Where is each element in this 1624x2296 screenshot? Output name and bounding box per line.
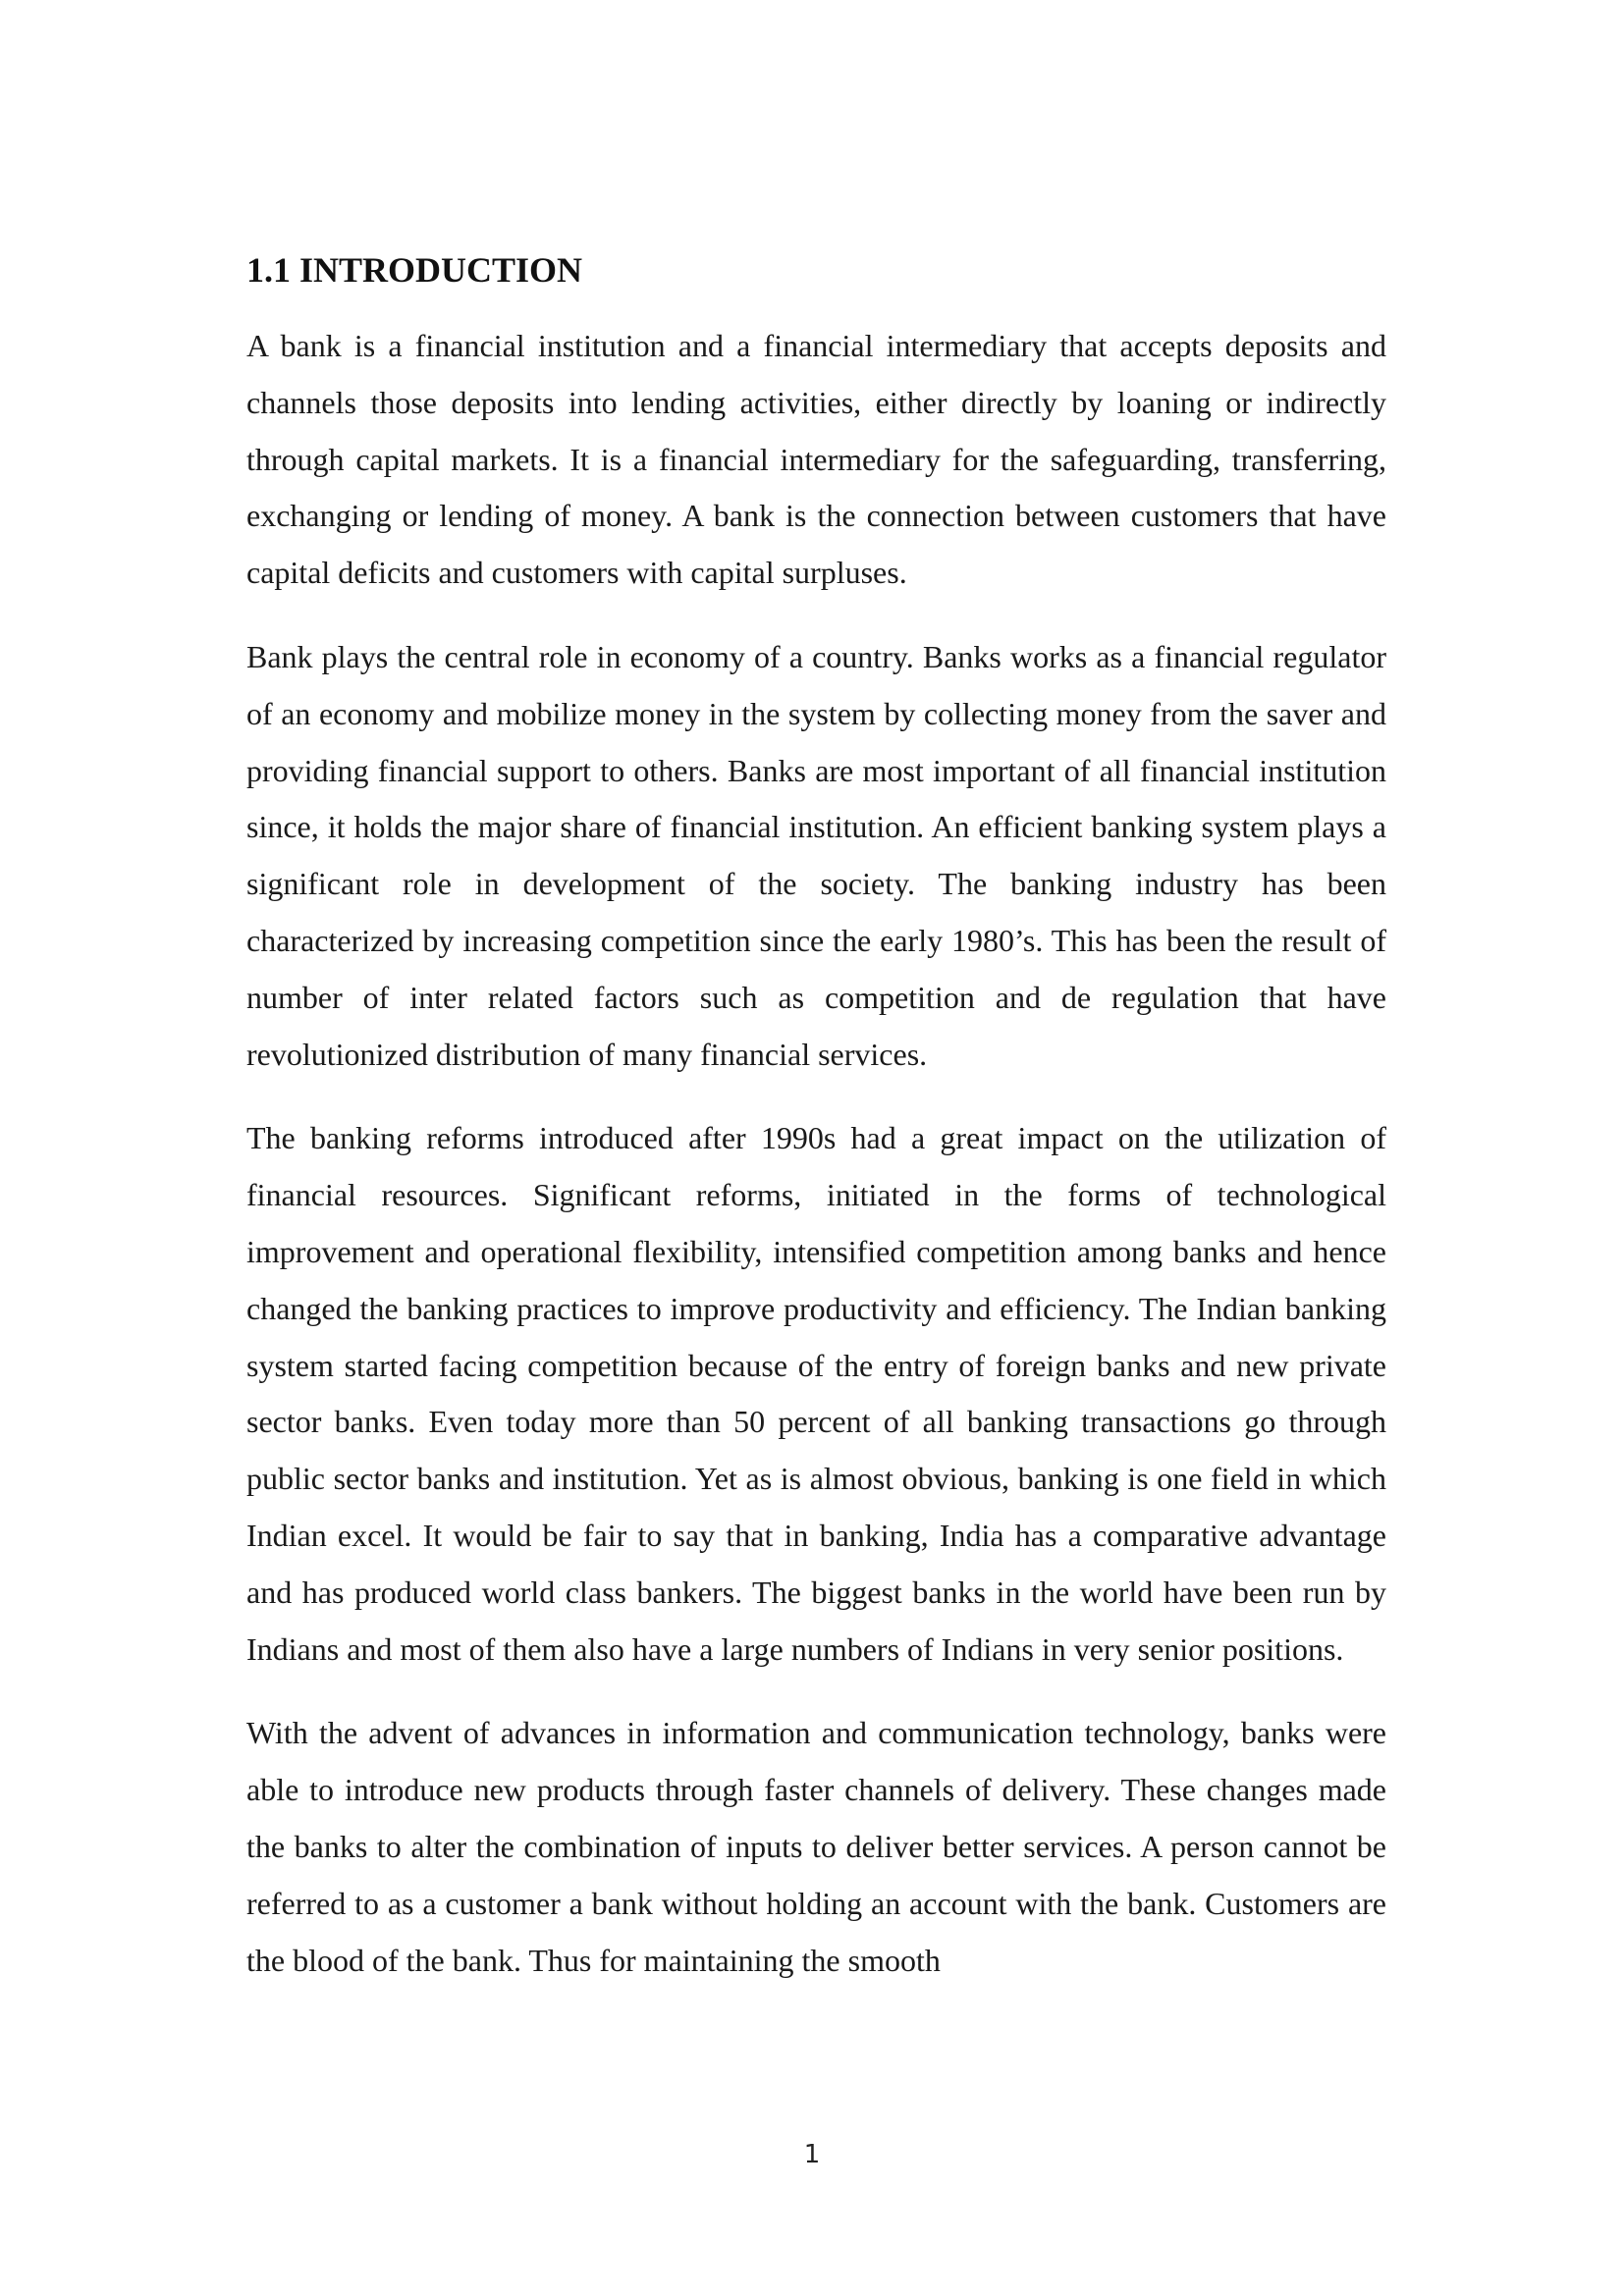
paragraph-2: Bank plays the central role in economy of a country. Banks works as a financial regulator of an economy and mobilize money in the system by collecting money from the saver and providing financial support to others. Banks are most important of all financial institution since, it holds the major share of financial institution. An efficient banking system plays a significant role in development of the society. The banking industry has been characterized by increasing competition since the early 1980’s. This has been the result of number of inter related factors such as competition and de regulation that have revolutionized distribution of many financial services. bbox=[246, 638, 1386, 1072]
page-body bbox=[246, 242, 1386, 1989]
paragraph-1: A bank is a financial institution and a financial intermediary that accepts deposits and channels those deposits into lending activities, either directly by loaning or indirectly through capital markets. It is a financial intermediary for the safeguarding, transferring, exchanging or lending of money. A bank is the connection between customers that have capital deficits and customers with capital surpluses. bbox=[246, 328, 1386, 591]
paragraph-4: With the advent of advances in information and communication technology, banks were able to introduce new products through faster channels of delivery. These changes made the banks to alter the combination of inputs to deliver better services. A person cannot be referred to as a customer a bank without holding an account with the bank. Customers are the blood of the bank. Thus for maintaining the smooth bbox=[246, 1715, 1386, 1978]
paragraph-3: The banking reforms introduced after 1990s had a great impact on the utilization of financial resources. Significant reforms, initiated in the forms of technological improvement and operational flexibility, intensified competition among banks and hence changed the banking practices to improve productivity and efficiency. The Indian banking system started facing competition because of the entry of foreign banks and new private sector banks. Even today more than 50 percent of all banking transactions go through public sector banks and institution. Yet as is almost obvious, banking is one field in which Indian excel. It would be fair to say that in banking, India has a comparative advantage and has produced world class bankers. The biggest banks in the world have been run by Indians and most of them also have a large numbers of Indians in very senior positions. bbox=[246, 1120, 1386, 1667]
page-number: 1 bbox=[803, 2140, 821, 2169]
section-heading: 1.1 INTRODUCTION bbox=[246, 250, 583, 290]
